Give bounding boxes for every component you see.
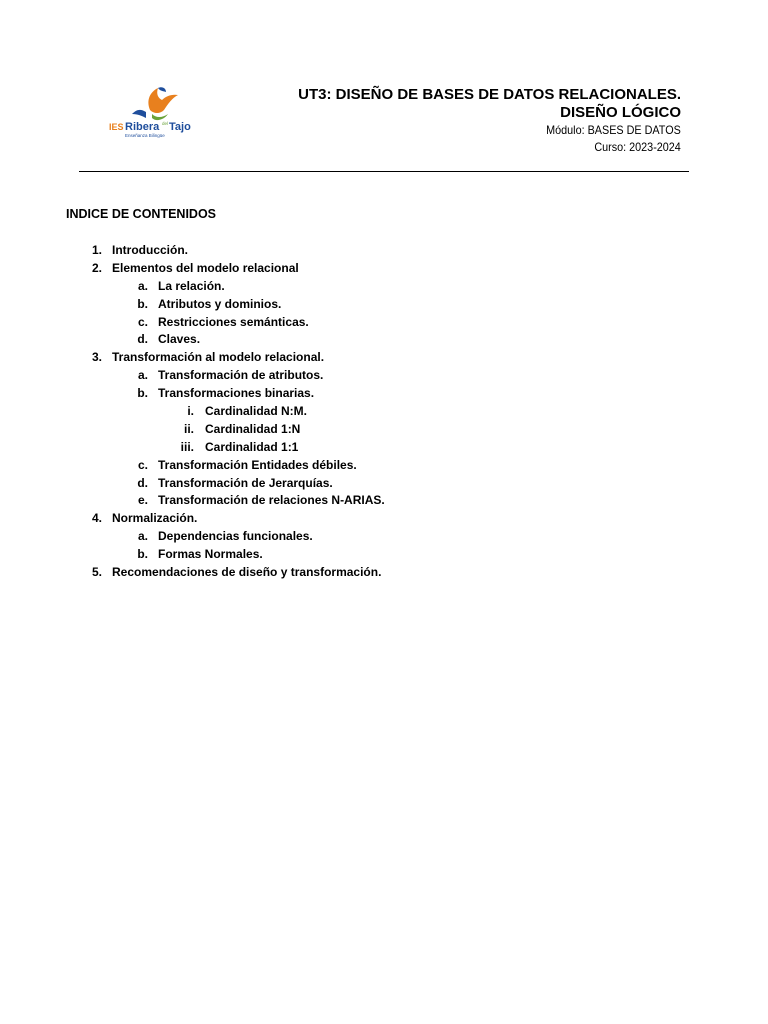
toc-item-number: ii.	[183, 421, 194, 436]
toc-item	[0, 421, 768, 439]
toc-item	[0, 242, 768, 260]
document-subtitle: DISEÑO LÓGICO	[560, 104, 681, 121]
toc-item-text: La relación.	[158, 278, 225, 293]
toc-item-text: Elementos del modelo relacional	[112, 260, 299, 275]
toc-item-text: Transformación de atributos.	[158, 368, 324, 383]
toc-item-number: b.	[137, 296, 148, 311]
toc-item	[0, 528, 768, 546]
toc-item-number: a.	[137, 278, 148, 293]
toc-item-number: 4.	[91, 511, 102, 526]
toc-item-text: Cardinalidad 1:N	[205, 421, 301, 436]
toc-item-text: Cardinalidad N:M.	[205, 404, 308, 419]
toc-item-number: a.	[137, 368, 148, 383]
toc-item	[0, 510, 768, 528]
document-header	[298, 86, 681, 156]
toc-item-text: Transformación al modelo relacional.	[112, 350, 325, 365]
toc-item-text: Dependencias funcionales.	[158, 529, 313, 544]
school-logo	[106, 84, 196, 144]
course-label: Curso: 2023-2024	[594, 140, 681, 154]
toc-item-number: a.	[137, 529, 148, 544]
toc-item-number: iii.	[180, 439, 194, 454]
document-title: UT3: DISEÑO DE BASES DE DATOS RELACIONALES.	[298, 86, 681, 103]
toc-item-number: i.	[187, 404, 194, 419]
toc-item-text: Formas Normales.	[158, 547, 263, 562]
toc-item-number: b.	[137, 547, 148, 562]
toc-item	[0, 564, 768, 582]
toc-item	[0, 385, 768, 403]
toc-item-number: 1.	[91, 243, 102, 257]
svg-text:del: del	[162, 121, 169, 126]
toc-item-number: d.	[137, 332, 148, 347]
header-divider	[79, 171, 689, 172]
toc-item-text: Cardinalidad 1:1	[205, 439, 299, 454]
toc-item-text: Atributos y dominios.	[158, 296, 282, 311]
toc-item	[0, 492, 768, 510]
toc-item-text: Restricciones semánticas.	[158, 314, 309, 329]
toc-item	[0, 439, 768, 457]
toc-item-text: Claves.	[158, 332, 201, 347]
toc-item	[0, 314, 768, 332]
svg-text:Ribera: Ribera	[125, 121, 160, 133]
toc-item-text: Transformación Entidades débiles.	[158, 457, 357, 472]
toc-item-number: c.	[137, 457, 148, 472]
toc-item-number: b.	[137, 386, 148, 401]
toc-item-text: Transformación de relaciones N-ARIAS.	[158, 493, 385, 508]
table-of-contents	[0, 242, 768, 582]
toc-item-text: Recomendaciones de diseño y transformación.	[112, 565, 382, 580]
svg-text:IES: IES	[109, 122, 124, 132]
toc-item	[0, 457, 768, 475]
toc-item-number: 3.	[91, 350, 102, 365]
module-label: Módulo: BASES DE DATOS	[546, 123, 681, 137]
toc-item-number: e.	[137, 493, 148, 508]
toc-item	[0, 278, 768, 296]
toc-item-number: d.	[137, 475, 148, 490]
toc-item	[0, 546, 768, 564]
toc-item-number: c.	[137, 314, 148, 329]
toc-item	[0, 403, 768, 421]
toc-item	[0, 296, 768, 314]
svg-text:Enseñanza Bilingüe: Enseñanza Bilingüe	[125, 133, 165, 138]
toc-item-text: Introducción.	[112, 243, 188, 257]
toc-item-number: 2.	[91, 260, 102, 275]
svg-text:Tajo: Tajo	[169, 121, 191, 133]
toc-item	[0, 349, 768, 367]
toc-item	[0, 331, 768, 349]
toc-item-number: 5.	[91, 565, 102, 580]
bird-logo-icon	[106, 84, 196, 144]
toc-item-text: Normalización.	[112, 511, 198, 526]
toc-item	[0, 367, 768, 385]
toc-item-text: Transformaciones binarias.	[158, 386, 315, 401]
toc-heading: INDICE DE CONTENIDOS	[66, 207, 217, 221]
toc-item	[0, 475, 768, 493]
toc-item-text: Transformación de Jerarquías.	[158, 475, 333, 490]
toc-item	[0, 260, 768, 278]
